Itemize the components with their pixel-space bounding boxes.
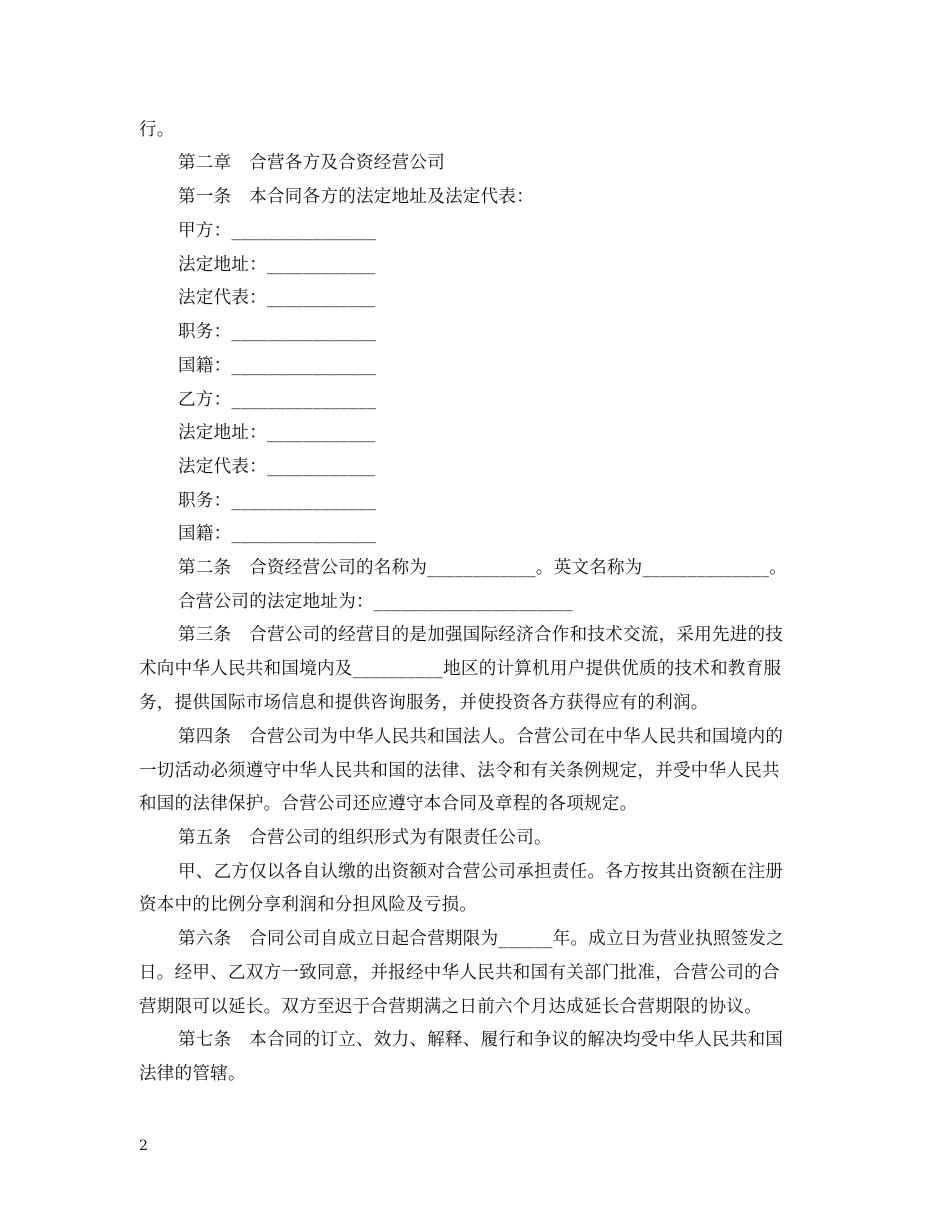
article-5: 第五条 合营公司的组织形式为有限责任公司。 [178,828,552,848]
article-6-line-2: 日。经甲、乙双方一致同意，并报经中华人民共和国有关部门批准，合营公司的合 [139,963,780,983]
party-a-title-field: 职务：________________ [178,322,377,342]
party-b-address-field: 法定地址：____________ [178,423,376,443]
party-b-nationality-field: 国籍：________________ [178,524,377,544]
party-a-nationality-field: 国籍：________________ [178,356,377,376]
text-line-continuation: 行。 [139,120,175,140]
article-6-line-3: 营期限可以延长。双方至迟于合营期满之日前六个月达成延长合营期限的协议。 [139,997,762,1017]
article-6-line-1: 第六条 合同公司自成立日起合营期限为______年。成立日为营业执照签发之 [178,929,785,949]
party-b-field: 乙方：________________ [178,390,377,410]
chapter-heading: 第二章 合营各方及合资经营公司 [178,153,445,173]
article-3-line-3: 务，提供国际市场信息和提供咨询服务，并使投资各方获得应有的利润。 [139,693,709,713]
article-4-line-2: 一切活动必须遵守中华人民共和国的法律、法令和有关条例规定，并受中华人民共 [139,761,780,781]
article-3-line-1: 第三条 合营公司的经营目的是加强国际经济合作和技术交流，采用先进的技 [178,625,784,645]
party-b-representative-field: 法定代表：____________ [178,457,376,477]
article-4-line-3: 和国的法律保护。合营公司还应遵守本合同及章程的各项规定。 [139,794,638,814]
article-2: 第二条 合资经营公司的名称为____________。英文名称为______________。 [178,558,788,578]
legal-address-line: 合营公司的法定地址为：______________________ [178,592,573,612]
party-a-field: 甲方：________________ [178,221,377,241]
article-3-line-2: 术向中华人民共和国境内及__________地区的计算机用户提供优质的技术和教育服 [139,659,782,679]
liability-line-1: 甲、乙方仅以各自认缴的出资额对合营公司承担责任。各方按其出资额在注册 [178,862,784,882]
party-b-title-field: 职务：________________ [178,491,377,511]
party-a-address-field: 法定地址：____________ [178,255,376,275]
article-4-line-1: 第四条 合营公司为中华人民共和国法人。合营公司在中华人民共和国境内的 [178,727,784,747]
party-a-representative-field: 法定代表：____________ [178,288,376,308]
page-number: 2 [139,1138,148,1154]
article-7-line-2: 法律的管辖。 [139,1064,246,1084]
article-7-line-1: 第七条 本合同的订立、效力、解释、履行和争议的解决均受中华人民共和国 [178,1030,784,1050]
article-1: 第一条 本合同各方的法定地址及法定代表： [178,187,534,207]
liability-line-2: 资本中的比例分享利润和分担风险及亏损。 [139,895,478,915]
